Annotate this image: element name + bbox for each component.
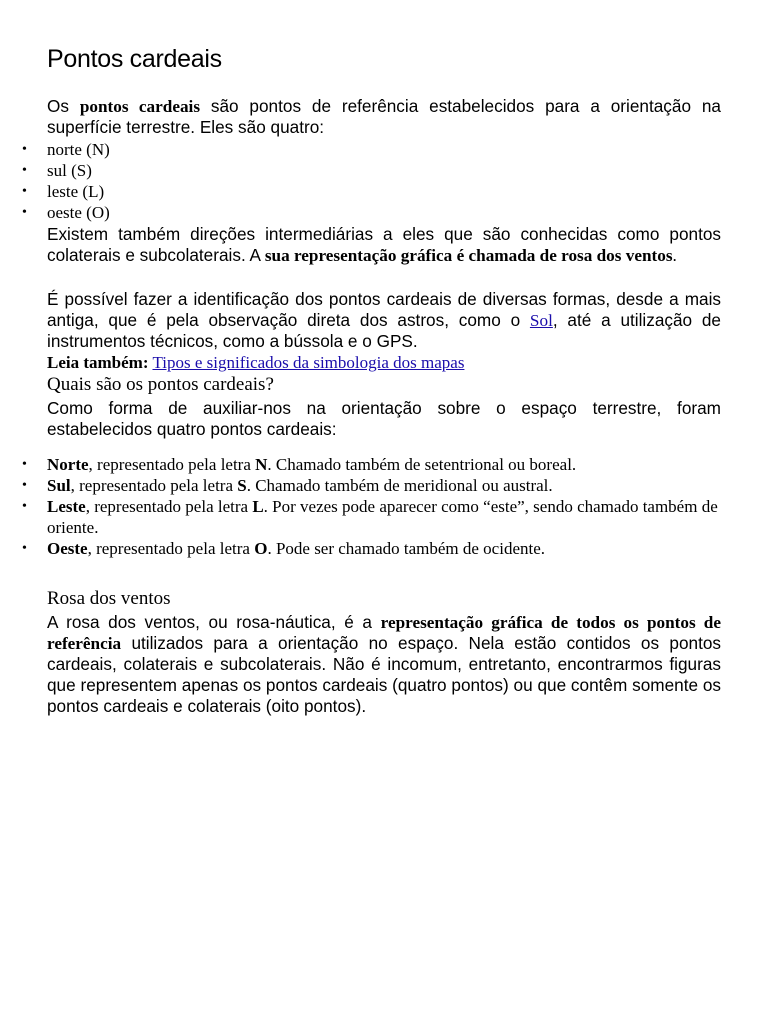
list-item: • norte (N) (47, 139, 721, 160)
list-item: • oeste (O) (47, 202, 721, 223)
para3-text-2: , até a utilização de instrumentos técnicos, como a bússola e o GPS. (47, 310, 721, 351)
intro-bold: pontos cardeais (79, 97, 201, 116)
leia-tambem (47, 352, 721, 373)
simbologia-link[interactable]: Tipos e significados da simbologia dos mapas (152, 353, 465, 372)
item-term: Norte (47, 455, 89, 474)
sol-link[interactable]: Sol (529, 311, 553, 330)
rosa-dos-ventos-paragraph (47, 612, 721, 717)
leia-label: Leia também: (47, 353, 149, 372)
intro-text-2: são pontos de referência estabelecidos para a orientação na superfície terrestre. Eles são quatro: (47, 96, 721, 137)
intro-text-1: Os (47, 96, 80, 116)
list-item-norte (47, 454, 721, 475)
list-item-oeste (47, 538, 721, 559)
para2-text-2: . (672, 246, 677, 265)
cardinal-short-list (47, 139, 721, 223)
item-text: , representado pela letra (70, 476, 238, 495)
section1-paragraph: Como forma de auxiliar-nos na orientação sobre o espaço terrestre, foram estabelecidos quatro pontos cardeais: (47, 398, 721, 439)
para2-bold: sua representação gráfica é chamada de rosa dos ventos (264, 246, 673, 265)
section2-text-2: utilizados para a orientação no espaço. Nela estão contidos os pontos cardeais, colaterais e subcolaterais. Não é incomum, entretanto, encontrarmos figuras que representem apenas os pontos cardeais (quatro pontos) ou que contêm somente os pontos cardeais e colaterais (oito pontos). (47, 633, 721, 716)
section2-bold: representação gráfica de todos os pontos de referência (47, 613, 721, 653)
cardinal-detail-list (47, 454, 721, 559)
list-item: • sul (S) (47, 160, 721, 181)
para3-text-1: É possível fazer a identificação dos pontos cardeais de diversas formas, desde a mais antiga, que é pela observação direta dos astros, como o (47, 289, 721, 330)
item-text: . Por vezes pode aparecer como “este”, sendo chamado também de oriente. (47, 497, 718, 537)
item-text: . Chamado também de meridional ou austral. (246, 476, 553, 495)
item-term: Leste (47, 497, 86, 516)
item-text: . Chamado também de setentrional ou boreal. (267, 455, 577, 474)
list-item-sul (47, 475, 721, 496)
intermediate-directions-paragraph (47, 224, 721, 266)
item-text: , representado pela letra (88, 455, 256, 474)
item-letter: L (252, 497, 264, 516)
para2-text-1: Existem também direções intermediárias a eles que são conhecidas como pontos colaterais e subcolaterais. A (47, 224, 721, 265)
item-text: , representado pela letra (85, 497, 253, 516)
section-heading-quais: Quais são os pontos cardeais? (47, 374, 274, 395)
identification-paragraph (47, 289, 721, 352)
item-term: Oeste (47, 539, 88, 558)
item-text: , representado pela letra (87, 539, 255, 558)
item-term: Sul (47, 476, 71, 495)
list-item-leste (47, 496, 721, 538)
item-text: . Pode ser chamado também de ocidente. (267, 539, 546, 558)
page-title: Pontos cardeais (47, 45, 222, 73)
item-letter: S (237, 476, 247, 495)
item-letter: O (254, 539, 268, 558)
item-letter: N (255, 455, 268, 474)
section2-text-1: A rosa dos ventos, ou rosa-náutica, é a (47, 612, 381, 632)
intro-paragraph (47, 96, 721, 138)
section-heading-rosa: Rosa dos ventos (47, 588, 171, 609)
list-item: • leste (L) (47, 181, 721, 202)
